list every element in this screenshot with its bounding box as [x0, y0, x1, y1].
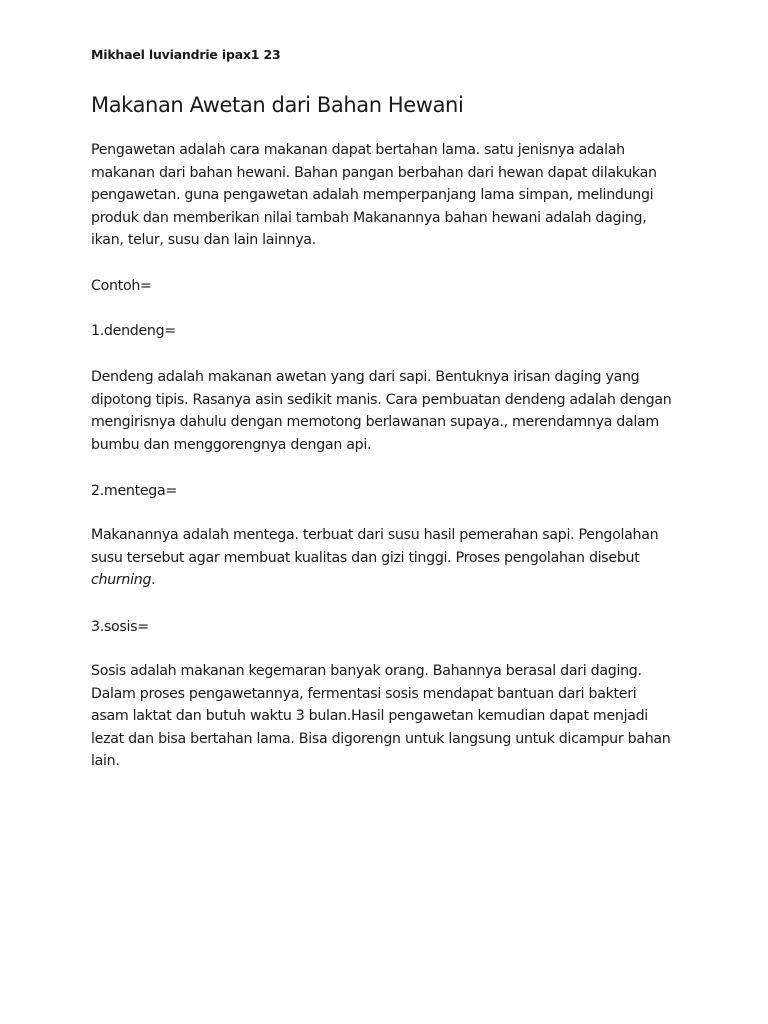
mentega-text-before: Makanannya adalah mentega. terbuat dari susu hasil pemerahan sapi. Pengolahan susu tersebut agar membuat kualitas dan gizi tinggi. Proses pengolahan disebut [91, 527, 659, 566]
examples-heading: Contoh= [91, 278, 152, 294]
mentega-text-italic: churning [91, 572, 152, 589]
intro-paragraph: Pengawetan adalah cara makanan dapat bertahan lama. satu jenisnya adalah makanan dari bahan hewani. Bahan pangan berbahan dari hewan dapat dilakukan pengawetan. guna pengawetan adalah memperpanjang lama simpan, melindungi produk dan memberikan nilai tambah Makanannya bahan hewani adalah daging, ikan, telur, susu dan lain lainnya. [91, 142, 657, 249]
item-heading-sosis: 3.sosis= [91, 619, 149, 635]
item-heading-dendeng: 1.dendeng= [91, 323, 176, 339]
author-line: Mikhael luviandrie ipax1 23 [91, 47, 281, 62]
mentega-text-after: . [151, 572, 156, 589]
item-paragraph-dendeng: Dendeng adalah makanan awetan yang dari sapi. Bentuknya irisan daging yang dipotong tipis. Rasanya asin sedikit manis. Cara pembuatan dendeng adalah dengan mengirisnya dahulu dengan memotong berlawanan supaya., merendamnya dalam bumbu dan menggorengnya dengan api. [91, 369, 672, 453]
document-title: Makanan Awetan dari Bahan Hewani [91, 93, 464, 117]
item-paragraph-sosis: Sosis adalah makanan kegemaran banyak orang. Bahannya berasal dari daging. Dalam proses pengawetannya, fermentasi sosis mendapat bantuan dari bakteri asam laktat dan butuh waktu 3 bulan.Hasil pengawetan kemudian dapat menjadi lezat dan bisa bertahan lama. Bisa digorengn untuk langsung untuk dicampur bahan lain. [91, 663, 671, 770]
item-heading-mentega: 2.mentega= [91, 483, 177, 499]
item-paragraph-mentega [91, 524, 676, 592]
